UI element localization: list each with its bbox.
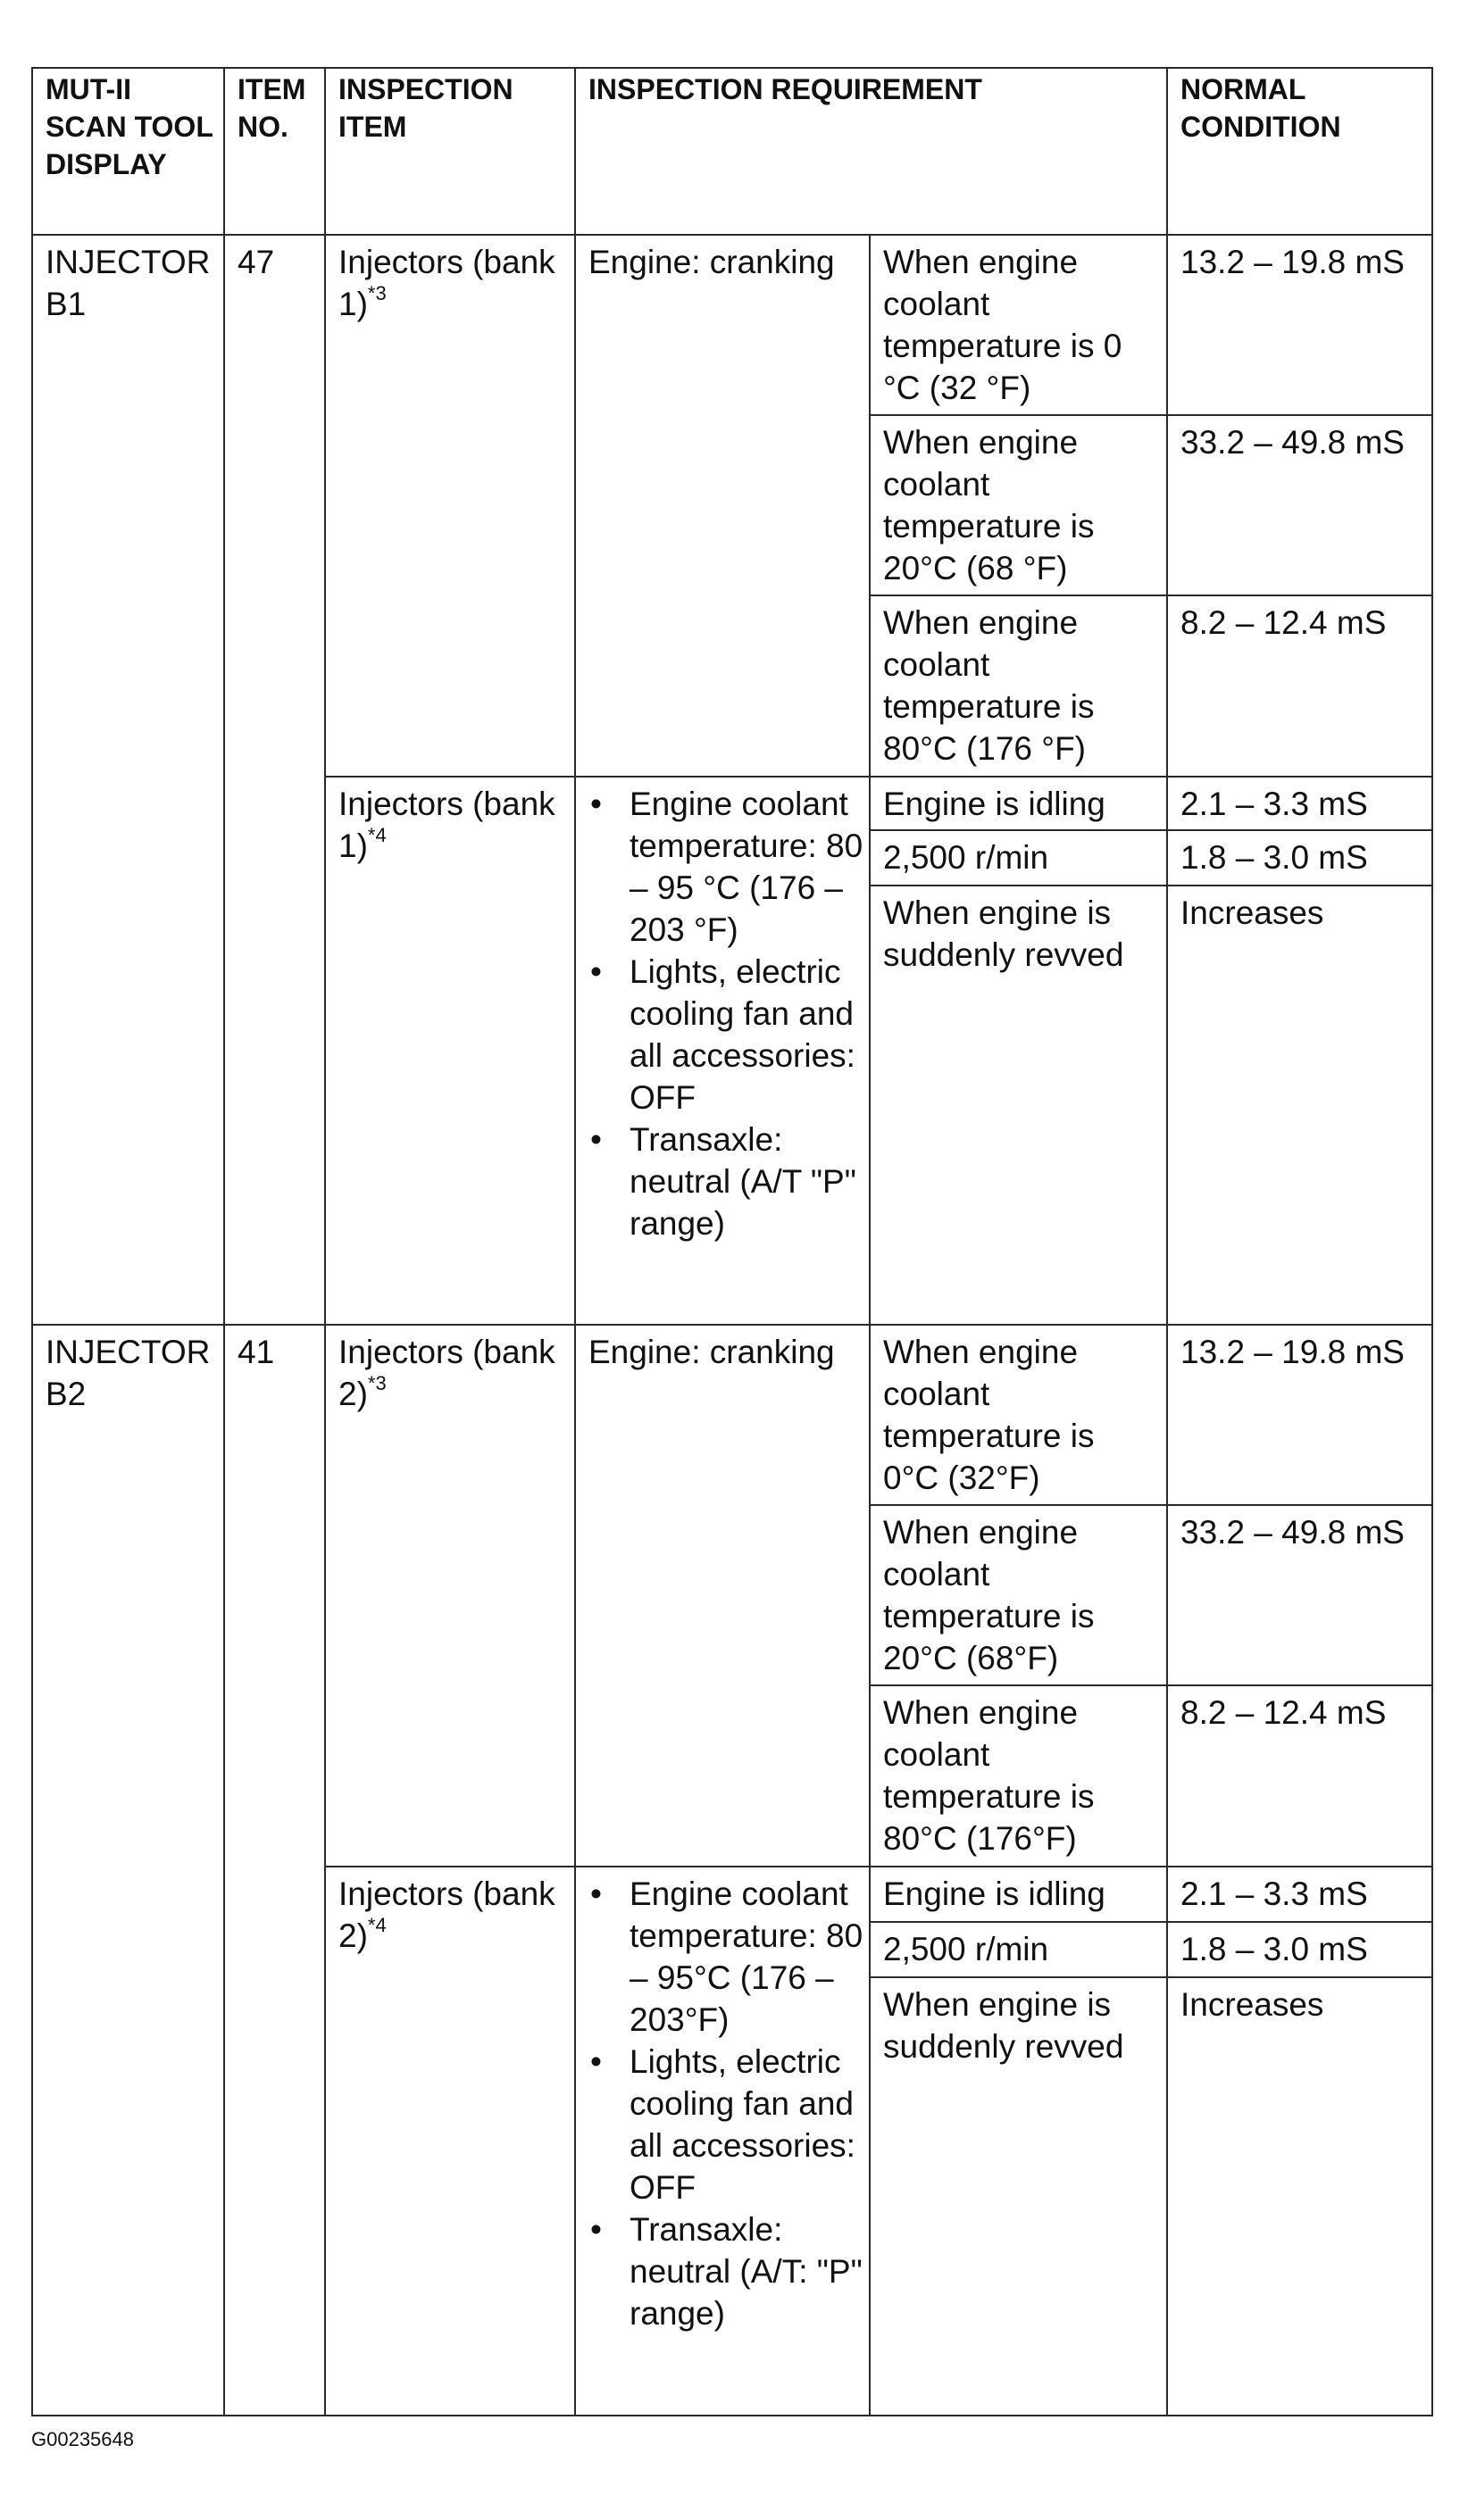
inspection-item-cell (325, 1867, 575, 2416)
requirement-bullet: • Engine coolant temperature: 80 – 95 °C (176 – 203 °F) (583, 783, 865, 951)
footnote-marker: *4 (367, 1913, 387, 1936)
condition-cell: When engine coolant temperature is 80°C (176°F) (870, 1685, 1167, 1867)
requirement-bullet-list (583, 783, 865, 1244)
item-no-cell: 47 (224, 235, 325, 1325)
condition-cell: When engine coolant temperature is 20°C (68 °F) (870, 415, 1167, 595)
normal-value-cell: 2.1 – 3.3 mS (1167, 1867, 1432, 1922)
inspection-item-text: Injectors (bank 2) (338, 1875, 555, 1954)
normal-value-cell: 33.2 – 49.8 mS (1167, 1505, 1432, 1685)
condition-cell: Engine is idling (870, 777, 1167, 830)
item-no-cell: 41 (224, 1325, 325, 2416)
normal-value-cell: 13.2 – 19.8 mS (1167, 235, 1432, 415)
requirement-bullet: • Engine coolant temperature: 80 – 95°C (176 – 203°F) (583, 1873, 865, 2041)
requirement-cell: Engine: cranking (575, 235, 870, 777)
normal-value-cell: 33.2 – 49.8 mS (1167, 415, 1432, 595)
inspection-item-cell (325, 1325, 575, 1867)
requirement-bullet-list (583, 1873, 865, 2334)
inspection-item-cell (325, 235, 575, 777)
inspection-item-text: Injectors (bank 2) (338, 1334, 555, 1412)
condition-cell: When engine coolant temperature is 0 °C (32 °F) (870, 235, 1167, 415)
requirement-bullets-cell (575, 777, 870, 1325)
table-row (32, 1325, 1432, 1505)
display-cell: INJECTOR B1 (32, 235, 224, 1325)
display-cell: INJECTOR B2 (32, 1325, 224, 2416)
header-display: MUT-II SCAN TOOL DISPLAY (32, 68, 224, 235)
condition-cell: Engine is idling (870, 1867, 1167, 1922)
requirement-bullet: • Transaxle: neutral (A/T: "P" range) (583, 2208, 865, 2334)
normal-value-cell: 2.1 – 3.3 mS (1167, 777, 1432, 830)
normal-value-cell: 8.2 – 12.4 mS (1167, 1685, 1432, 1867)
condition-cell: When engine coolant temperature is 80°C (176 °F) (870, 595, 1167, 777)
footnote-marker: *3 (367, 281, 387, 304)
requirement-bullet: • Lights, electric cooling fan and all accessories: OFF (583, 951, 865, 1119)
inspection-item-cell (325, 777, 575, 1325)
normal-value-cell: 1.8 – 3.0 mS (1167, 830, 1432, 886)
normal-value-cell: 1.8 – 3.0 mS (1167, 1922, 1432, 1977)
inspection-item-text: Injectors (bank 1) (338, 786, 555, 864)
inspection-table (31, 67, 1433, 2416)
requirement-bullet: • Transaxle: neutral (A/T "P" range) (583, 1119, 865, 1244)
condition-cell: When engine coolant temperature is 0°C (32°F) (870, 1325, 1167, 1505)
inspection-item-text: Injectors (bank 1) (338, 244, 555, 322)
condition-cell: When engine coolant temperature is 20°C (68°F) (870, 1505, 1167, 1685)
header-inspection-item: INSPECTION ITEM (325, 68, 575, 235)
requirement-cell: Engine: cranking (575, 1325, 870, 1867)
figure-code: G00235648 (31, 2428, 134, 2450)
condition-cell: When engine is suddenly revved (870, 1977, 1167, 2416)
condition-cell: When engine is suddenly revved (870, 886, 1167, 1325)
requirement-bullet: • Lights, electric cooling fan and all accessories: OFF (583, 2041, 865, 2208)
normal-value-cell: Increases (1167, 1977, 1432, 2416)
requirement-bullets-cell (575, 1867, 870, 2416)
header-item-no: ITEM NO. (224, 68, 325, 235)
normal-value-cell: Increases (1167, 886, 1432, 1325)
header-row (32, 68, 1432, 235)
header-normal-condition: NORMAL CONDITION (1167, 68, 1432, 235)
header-inspection-requirement: INSPECTION REQUIREMENT (575, 68, 1167, 235)
footnote-marker: *4 (367, 823, 387, 846)
condition-cell: 2,500 r/min (870, 830, 1167, 886)
condition-cell: 2,500 r/min (870, 1922, 1167, 1977)
normal-value-cell: 8.2 – 12.4 mS (1167, 595, 1432, 777)
footnote-marker: *3 (367, 1371, 387, 1394)
table-row (32, 235, 1432, 415)
normal-value-cell: 13.2 – 19.8 mS (1167, 1325, 1432, 1505)
